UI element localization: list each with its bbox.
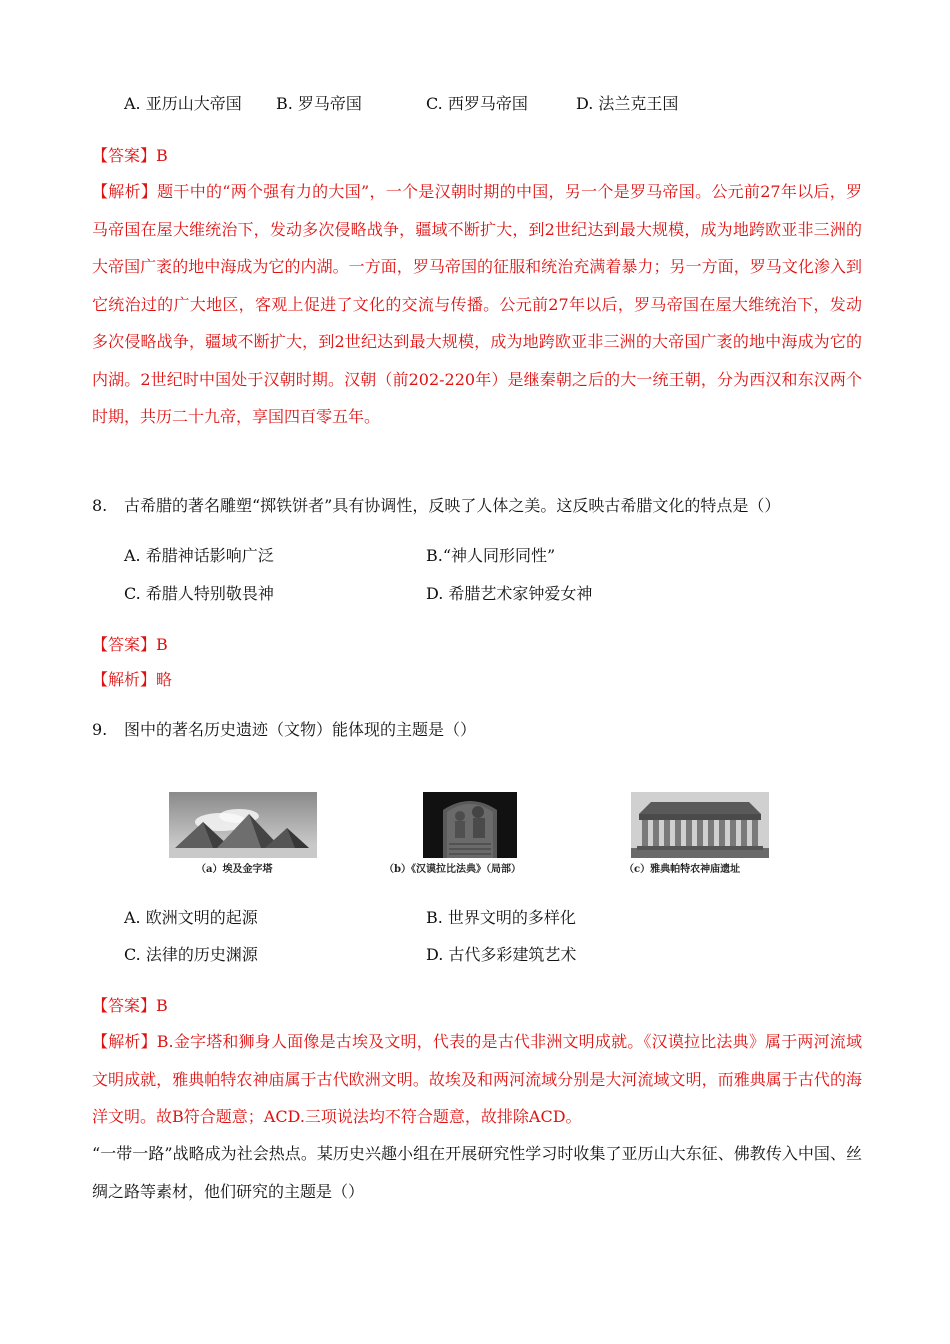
q8-option-c[interactable]: C. 希腊人特别敬畏神: [124, 584, 274, 603]
figure-b-caption: （b）《汉谟拉比法典》（局部）: [384, 864, 521, 875]
q9-answer: 【答案】B: [92, 996, 168, 1015]
q8-number: 8.: [92, 496, 108, 515]
q8-option-a[interactable]: A. 希腊神话影响广泛: [124, 546, 274, 565]
q7-option-c[interactable]: C. 西罗马帝国: [426, 94, 528, 113]
q7-analysis: 【解析】题干中的“两个强有力的大国”，一个是汉朝时期的中国，另一个是罗马帝国。公元前27年以后，罗马帝国在屋大维统治下，发动多次侵略战争，疆域不断扩大，到2世纪达到最大规模，成为地跨欧亚非三洲的大帝国广袤的地中海成为它的内湖。一方面，罗马帝国的征服和统治充满着暴力；另一方面，罗马文化渗入到它统治过的广大地区，客观上促进了文化的交流与传播。公元前27年以后，罗马帝国在屋大维统治下，发动多次侵略战争，疆域不断扩大，到2世纪达到最大规模，成为地跨欧亚非三洲的大帝国广袤的地中海成为它的内湖。2世纪时中国处于汉朝时期。汉朝（前202-220年）是继秦朝之后的大一统王朝，分为西汉和东汉两个时期，共历二十九帝，享国四百零五年。: [92, 182, 862, 426]
q8-stem: 古希腊的著名雕塑“掷铁饼者”具有协调性，反映了人体之美。这反映古希腊文化的特点是（）: [124, 496, 781, 515]
figure-a-caption: （a）埃及金字塔: [196, 864, 273, 875]
q10-stem: “一带一路”战略成为社会热点。某历史兴趣小组在开展研究性学习时收集了亚历山大东征、佛教传入中国、丝绸之路等素材，他们研究的主题是（）: [92, 1144, 862, 1201]
figure-c-caption: （c）雅典帕特农神庙遗址: [624, 864, 741, 875]
q7-answer: 【答案】B: [92, 146, 168, 165]
q8-option-b[interactable]: B.“神人同形同性”: [426, 546, 556, 565]
hammurabi-stele-image: [423, 792, 517, 858]
q9-option-b[interactable]: B. 世界文明的多样化: [426, 908, 576, 927]
q9-option-d[interactable]: D. 古代多彩建筑艺术: [426, 945, 577, 964]
q8-answer: 【答案】B: [92, 635, 168, 654]
q7-option-d[interactable]: D. 法兰克王国: [576, 94, 679, 113]
q9-option-a[interactable]: A. 欧洲文明的起源: [124, 908, 258, 927]
parthenon-image: [631, 792, 769, 858]
q8-analysis: 【解析】略: [92, 670, 173, 689]
q7-option-b[interactable]: B. 罗马帝国: [276, 94, 362, 113]
q9-analysis: 【解析】B.金字塔和狮身人面像是古埃及文明，代表的是古代非洲文明成就。《汉谟拉比法典》属于两河流域文明成就，雅典帕特农神庙属于古代欧洲文明。故埃及和两河流域分别是大河流域文明，而雅典属于古代的海洋文明。故B符合题意；ACD.三项说法均不符合题意，故排除ACD。: [92, 1032, 862, 1126]
q8-option-d[interactable]: D. 希腊艺术家钟爱女神: [426, 584, 593, 603]
q9-stem: 图中的著名历史遗迹（文物）能体现的主题是（）: [124, 720, 477, 739]
q9-option-c[interactable]: C. 法律的历史渊源: [124, 945, 258, 964]
q7-option-a[interactable]: A. 亚历山大帝国: [124, 94, 242, 113]
pyramids-image: [169, 792, 317, 858]
q9-number: 9.: [92, 720, 108, 739]
